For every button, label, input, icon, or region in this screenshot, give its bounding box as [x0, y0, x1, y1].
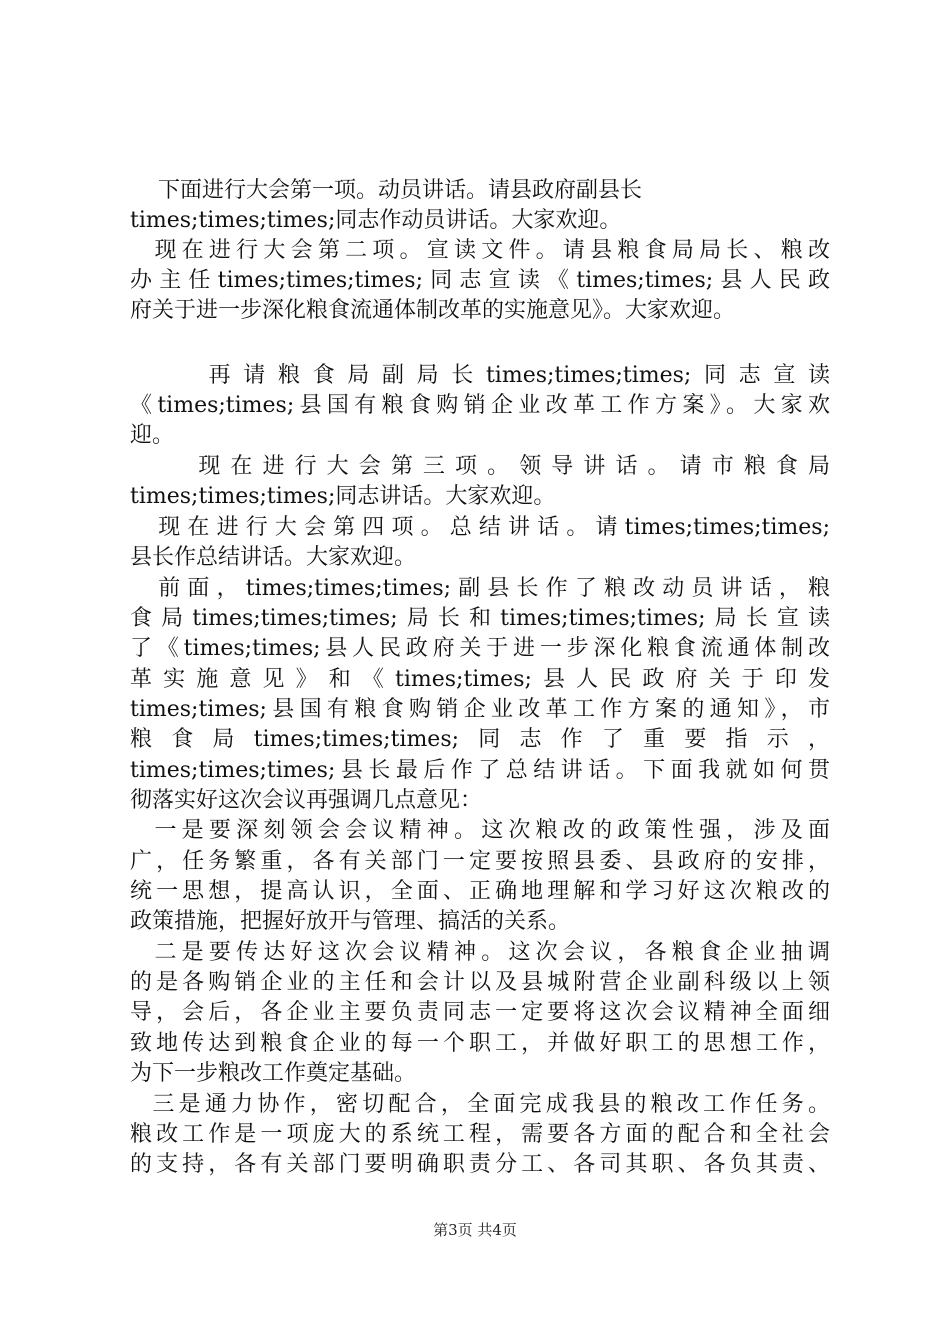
text-line: 下面进行大会第一项。动员讲话。请县政府副县长 — [130, 178, 642, 203]
text-line: times;times;times;同志讲话。大家欢迎。 — [130, 484, 556, 509]
text-line: 导，会后，各企业主要负责同志一定要将这次会议精神全面细 — [130, 1000, 830, 1025]
text-line: 彻落实好这次会议再强调几点意见： — [130, 788, 483, 813]
text-line: 广，任务繁重，各有关部门一定要按照县委、县政府的安排， — [130, 849, 830, 874]
text-line: 迎。 — [130, 423, 175, 448]
text-line: 三是通力协作，密切配合，全面完成我县的粮改工作任务。 — [130, 1092, 830, 1117]
text-line: times;times;times;县长最后作了总结讲话。下面我就如何贯 — [130, 758, 830, 783]
text-line: 一是要深刻领会会议精神。这次粮改的政策性强，涉及面 — [130, 818, 830, 843]
text-line: 的是各购销企业的主任和会计以及县城附营企业副科级以上领 — [130, 970, 830, 995]
text-line: 政策措施，把握好放开与管理、搞活的关系。 — [130, 909, 571, 934]
text-line: 办主任times;times;times;同志宣读《times;times;县人民政 — [130, 268, 830, 293]
text-line: 现在进行大会第四项。总结讲话。请times;times;times; — [130, 515, 830, 540]
text-line: times;times;times;同志作动员讲话。大家欢迎。 — [130, 208, 622, 233]
text-line: 县长作总结讲话。大家欢迎。 — [130, 545, 417, 570]
text-line: times;times;县国有粮食购销企业改革工作方案的通知》，市 — [130, 697, 830, 722]
text-line: 统一思想，提高认识，全面、正确地理解和学习好这次粮改的 — [130, 879, 830, 904]
text-line: 为下一步粮改工作奠定基础。 — [130, 1061, 417, 1086]
text-line: 府关于进一步深化粮食流通体制改革的实施意见》。大家欢迎。 — [130, 298, 736, 323]
text-line: 致地传达到粮食企业的每一个职工，并做好职工的思想工作， — [130, 1031, 830, 1056]
text-line: 现在进行大会第三项。领导讲话。请市粮食局 — [130, 454, 830, 479]
page-footer: 第3页 共4页 — [433, 1221, 517, 1239]
text-line: 粮改工作是一项庞大的系统工程，需要各方面的配合和全社会 — [130, 1122, 830, 1147]
text-line: 前面，times;times;times;副县长作了粮改动员讲话，粮 — [130, 576, 830, 601]
text-line: 的支持，各有关部门要明确职责分工、各司其职、各负其责、 — [130, 1152, 830, 1177]
text-line: 粮食局times;times;times;同志作了重要指示， — [130, 727, 830, 752]
text-line: 《times;times;县国有粮食购销企业改革工作方案》。大家欢 — [130, 393, 830, 418]
text-line: 革实施意见》和《times;times;县人民政府关于印发 — [130, 667, 830, 692]
text-line: 了《times;times;县人民政府关于进一步深化粮食流通体制改 — [130, 636, 830, 661]
text-line: 二是要传达好这次会议精神。这次会议，各粮食企业抽调 — [130, 940, 830, 965]
text-line: 食局times;times;times;局长和times;times;times;局长宣读 — [130, 606, 830, 631]
text-line: 现在进行大会第二项。宣读文件。请县粮食局局长、粮改 — [130, 238, 830, 263]
text-line: 再请粮食局副局长times;times;times;同志宣读 — [130, 363, 830, 388]
